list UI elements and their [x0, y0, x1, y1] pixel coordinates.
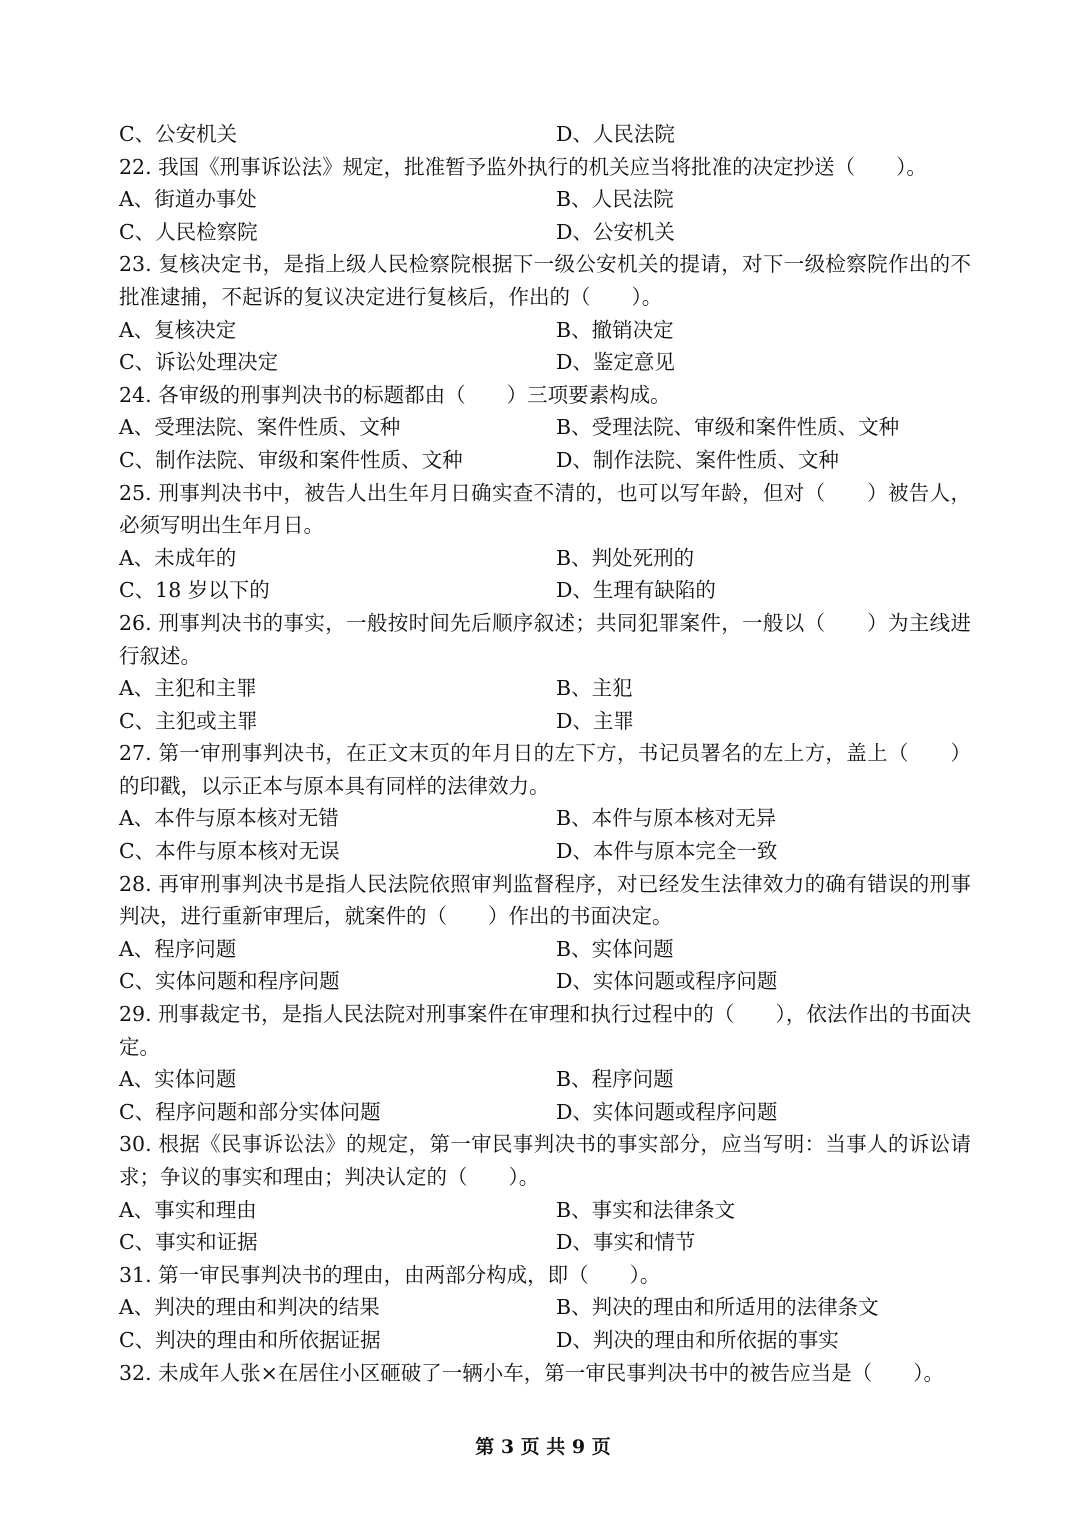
question-stem: 31. 第一审民事判决书的理由，由两部分构成，即（ ）。 — [119, 1262, 661, 1287]
option-row — [119, 1096, 971, 1129]
option-b: B、主犯 — [556, 676, 633, 701]
question-31 — [119, 1259, 971, 1357]
question-stem: 29. 刑事裁定书，是指人民法院对刑事案件在审理和执行过程中的（ ），依法作出的书面决定。 — [119, 1002, 971, 1059]
question-24 — [119, 379, 971, 477]
option-d: D、人民法院 — [556, 122, 675, 146]
option-a: A、未成年的 — [119, 545, 237, 570]
option-row — [119, 444, 971, 477]
option-c: C、本件与原本核对无误 — [119, 839, 340, 864]
question-stem: 25. 刑事判决书中，被告人出生年月日确实查不清的，也可以写年龄，但对（ ）被告人，必须写明出生年月日。 — [119, 480, 971, 538]
option-row — [119, 1063, 971, 1096]
option-row — [119, 542, 971, 575]
carryover-options — [119, 118, 971, 151]
exam-page-body — [119, 118, 971, 1389]
option-c: C、实体问题和程序问题 — [119, 969, 340, 994]
option-d: D、实体问题或程序问题 — [556, 969, 778, 994]
question-stem: 28. 再审刑事判决书是指人民法院依照审判监督程序，对已经发生法律效力的确有错误的刑事判决，进行重新审理后，就案件的（ ）作出的书面决定。 — [119, 871, 971, 929]
page-number-footer: 第 3 页 共 9 页 — [475, 1436, 611, 1458]
option-row — [119, 672, 971, 705]
option-c: C、公安机关 — [119, 122, 238, 146]
option-a: A、程序问题 — [119, 936, 237, 961]
question-stem: 23. 复核决定书，是指上级人民检察院根据下一级公安机关的提请，对下一级检察院作出的不批准逮捕，不起诉的复议决定进行复核后，作出的（ ）。 — [119, 252, 971, 309]
option-d: D、公安机关 — [556, 219, 675, 244]
option-a: A、事实和理由 — [119, 1197, 257, 1222]
option-b: B、事实和法律条文 — [556, 1197, 736, 1222]
option-row — [119, 314, 971, 347]
option-b: B、撤销决定 — [556, 317, 674, 342]
question-27 — [119, 737, 971, 867]
option-d: D、本件与原本完全一致 — [556, 839, 778, 864]
option-b: B、判决的理由和所适用的法律条文 — [556, 1295, 879, 1320]
option-row — [119, 802, 971, 835]
question-29 — [119, 998, 971, 1128]
option-d: D、判决的理由和所依据的事实 — [556, 1327, 839, 1352]
question-30 — [119, 1128, 971, 1258]
option-row — [119, 705, 971, 738]
option-d: D、鉴定意见 — [556, 350, 675, 375]
option-a: A、街道办事处 — [119, 187, 257, 212]
option-c: C、程序问题和部分实体问题 — [119, 1099, 381, 1124]
option-row — [119, 183, 971, 216]
option-b: B、人民法院 — [556, 187, 674, 212]
option-d: D、实体问题或程序问题 — [556, 1099, 778, 1124]
option-c: C、制作法院、审级和案件性质、文种 — [119, 447, 463, 472]
question-stem: 22. 我国《刑事诉讼法》规定，批准暂予监外执行的机关应当将批准的决定抄送（ ）。 — [119, 154, 927, 179]
option-c: C、事实和证据 — [119, 1230, 258, 1255]
option-c: C、诉讼处理决定 — [119, 350, 279, 375]
option-row — [119, 574, 971, 607]
option-c: C、主犯或主罪 — [119, 708, 258, 733]
question-stem: 26. 刑事判决书的事实，一般按时间先后顺序叙述；共同犯罪案件，一般以（ ）为主线进行叙述。 — [119, 610, 971, 668]
option-row — [119, 933, 971, 966]
option-b: B、实体问题 — [556, 936, 674, 961]
question-25 — [119, 477, 971, 607]
option-b: B、判处死刑的 — [556, 545, 695, 570]
question-22 — [119, 151, 971, 249]
option-b: B、本件与原本核对无异 — [556, 806, 777, 831]
option-row — [119, 1291, 971, 1324]
option-row — [119, 1324, 971, 1357]
option-row — [119, 216, 971, 249]
question-stem: 32. 未成年人张×在居住小区砸破了一辆小车，第一审民事判决书中的被告应当是（ ）。 — [119, 1360, 945, 1385]
question-stem: 30. 根据《民事诉讼法》的规定，第一审民事判决书的事实部分，应当写明：当事人的诉讼请求；争议的事实和理由；判决认定的（ ）。 — [119, 1132, 971, 1189]
option-a: A、受理法院、案件性质、文种 — [119, 415, 401, 440]
option-a: A、复核决定 — [119, 317, 237, 342]
option-b: B、受理法院、审级和案件性质、文种 — [556, 415, 900, 440]
option-row — [119, 1226, 971, 1259]
question-stem: 27. 第一审刑事判决书，在正文末页的年月日的左下方，书记员署名的左上方，盖上（ ）的印戳，以示正本与原本具有同样的法律效力。 — [119, 741, 971, 798]
question-28 — [119, 868, 971, 998]
option-row — [119, 346, 971, 379]
option-a: A、本件与原本核对无错 — [119, 806, 339, 831]
option-c: C、人民检察院 — [119, 219, 258, 244]
option-row — [119, 411, 971, 444]
option-d: D、制作法院、案件性质、文种 — [556, 447, 839, 472]
option-a: A、实体问题 — [119, 1067, 237, 1092]
option-c: C、18 岁以下的 — [119, 578, 270, 603]
option-c: C、判决的理由和所依据证据 — [119, 1327, 381, 1352]
question-32 — [119, 1357, 971, 1390]
question-26 — [119, 607, 971, 737]
option-b: B、程序问题 — [556, 1067, 674, 1092]
option-d: D、主罪 — [556, 708, 634, 733]
option-a: A、判决的理由和判决的结果 — [119, 1295, 380, 1320]
question-23 — [119, 248, 971, 378]
option-row — [119, 1194, 971, 1227]
question-stem: 24. 各审级的刑事判决书的标题都由（ ）三项要素构成。 — [119, 382, 671, 407]
option-d: D、生理有缺陷的 — [556, 578, 716, 603]
option-row — [119, 965, 971, 998]
option-row — [119, 835, 971, 868]
option-a: A、主犯和主罪 — [119, 676, 257, 701]
option-d: D、事实和情节 — [556, 1230, 696, 1255]
